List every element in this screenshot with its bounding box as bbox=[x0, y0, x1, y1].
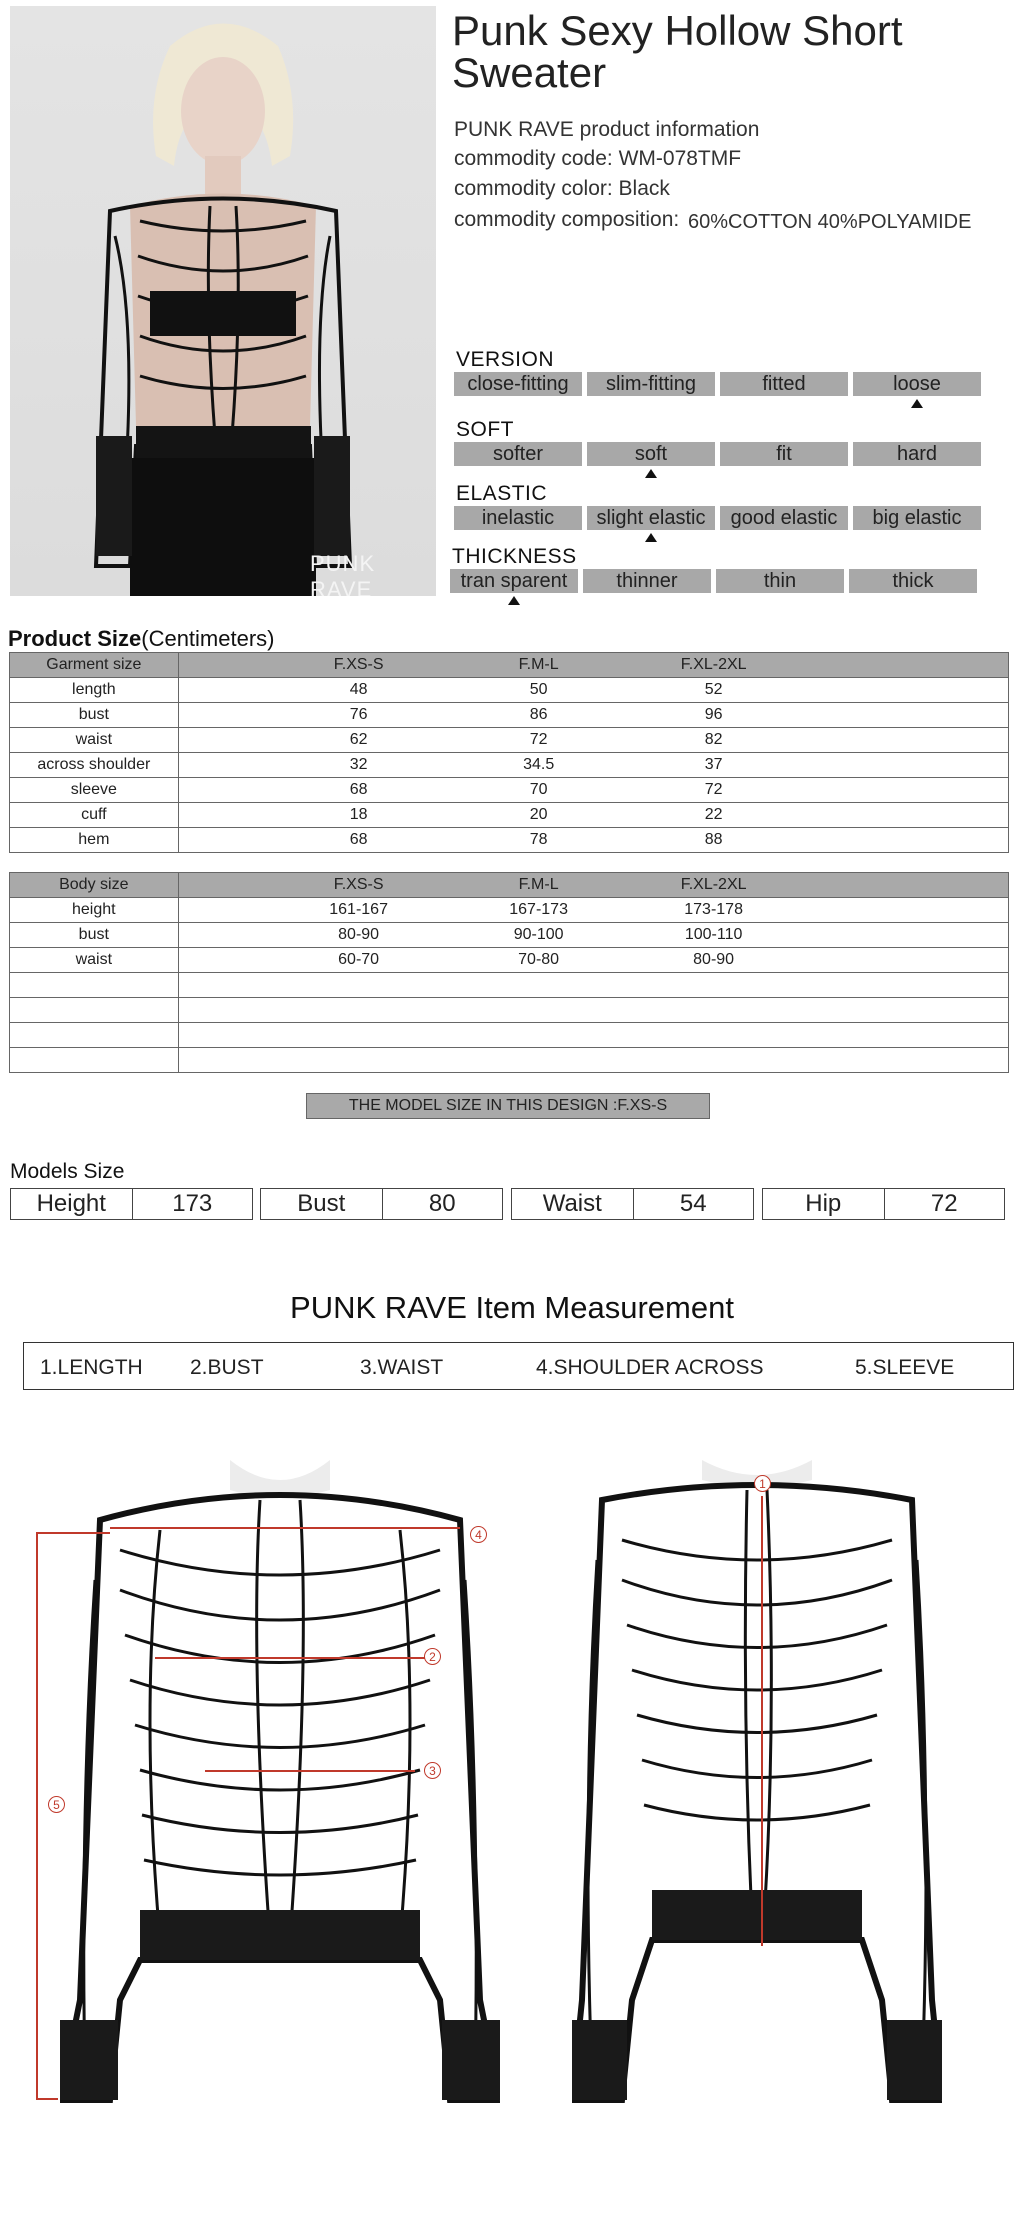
value-cell bbox=[178, 778, 1008, 803]
table-cell: 18 bbox=[349, 806, 368, 823]
scale-option: inelastic bbox=[454, 506, 582, 530]
table-row bbox=[10, 803, 1009, 828]
table-cell: 60-70 bbox=[338, 951, 380, 968]
table-row bbox=[10, 678, 1009, 703]
scale-label-version: VERSION bbox=[456, 348, 555, 371]
table-cell: 82 bbox=[704, 731, 723, 748]
row-label: Body size bbox=[10, 873, 179, 898]
sleeve-line-bottom bbox=[36, 2098, 58, 2100]
value-cell bbox=[178, 923, 1008, 948]
table-cell: 96 bbox=[704, 706, 723, 723]
marker-2: 2 bbox=[424, 1648, 441, 1665]
row-label bbox=[10, 973, 179, 998]
value-cell bbox=[178, 703, 1008, 728]
scale-option: loose bbox=[853, 372, 981, 396]
table-cell: F.XS-S bbox=[333, 656, 384, 673]
table-row bbox=[10, 1023, 1009, 1048]
table-cell: F.M-L bbox=[518, 656, 559, 673]
table-cell: 52 bbox=[704, 681, 723, 698]
selected-indicator-elastic bbox=[645, 533, 657, 542]
table-cell: 37 bbox=[704, 756, 723, 773]
composition-value: 60%COTTON 40%POLYAMIDE bbox=[688, 211, 972, 233]
scale-row-version bbox=[454, 372, 981, 396]
table-cell: 34.5 bbox=[523, 756, 555, 773]
value-cell bbox=[178, 948, 1008, 973]
product-size-unit: (Centimeters) bbox=[141, 626, 275, 651]
row-label: hem bbox=[10, 828, 179, 853]
model-size-waist bbox=[511, 1188, 754, 1220]
scale-option: fitted bbox=[720, 372, 848, 396]
measurement-item-bust: 2.BUST bbox=[190, 1356, 264, 1379]
model-size-value: 54 bbox=[679, 1190, 707, 1217]
model-size-label: Bust bbox=[261, 1189, 383, 1219]
measurement-item-length: 1.LENGTH bbox=[40, 1356, 143, 1379]
scale-option: thick bbox=[849, 569, 977, 593]
scale-option: thinner bbox=[583, 569, 711, 593]
product-title: Punk Sexy Hollow Short Sweater bbox=[452, 7, 903, 96]
table-cell: 48 bbox=[349, 681, 368, 698]
commodity-color-line bbox=[454, 177, 670, 201]
scale-label-elastic: ELASTIC bbox=[456, 482, 548, 505]
table-cell: 62 bbox=[349, 731, 368, 748]
front-garment-illustration bbox=[60, 1460, 500, 2110]
garment-size-table bbox=[9, 652, 1009, 853]
table-row bbox=[10, 753, 1009, 778]
table-cell: F.XL-2XL bbox=[680, 876, 747, 893]
color-label: commodity color: bbox=[454, 177, 619, 200]
model-size-note: THE MODEL SIZE IN THIS DESIGN :F.XS-S bbox=[306, 1093, 710, 1119]
table-cell: 22 bbox=[704, 806, 723, 823]
measurement-title: PUNK RAVE Item Measurement bbox=[290, 1290, 734, 1325]
commodity-composition-line bbox=[454, 208, 679, 232]
table-cell: 72 bbox=[704, 781, 723, 798]
table-row bbox=[10, 898, 1009, 923]
model-size-hip bbox=[762, 1188, 1005, 1220]
row-label: Garment size bbox=[10, 653, 179, 678]
row-label: waist bbox=[10, 948, 179, 973]
row-label: height bbox=[10, 898, 179, 923]
length-line bbox=[761, 1496, 763, 1946]
model-illustration bbox=[10, 6, 436, 596]
row-label: across shoulder bbox=[10, 753, 179, 778]
model-size-label: Waist bbox=[512, 1189, 634, 1219]
marker-1: 1 bbox=[754, 1475, 771, 1492]
color-value: Black bbox=[618, 177, 670, 200]
scale-option: close-fitting bbox=[454, 372, 582, 396]
scale-row-thickness bbox=[450, 569, 977, 593]
bust-line bbox=[155, 1657, 430, 1659]
scale-option: soft bbox=[587, 442, 715, 466]
selected-indicator-version bbox=[911, 399, 923, 408]
back-garment-illustration bbox=[572, 1460, 942, 2110]
table-cell: 80-90 bbox=[338, 926, 380, 943]
composition-label: commodity composition: bbox=[454, 208, 680, 231]
table-cell: 167-173 bbox=[509, 901, 568, 918]
scale-row-soft bbox=[454, 442, 981, 466]
table-cell: 32 bbox=[349, 756, 368, 773]
table-row bbox=[10, 828, 1009, 853]
model-photo bbox=[10, 6, 436, 596]
table-row bbox=[10, 703, 1009, 728]
table-cell: 76 bbox=[349, 706, 368, 723]
table-row bbox=[10, 998, 1009, 1023]
scale-label-soft: SOFT bbox=[456, 418, 514, 441]
value-cell bbox=[178, 1048, 1008, 1073]
table-cell: 78 bbox=[529, 831, 548, 848]
table-row bbox=[10, 778, 1009, 803]
marker-3: 3 bbox=[424, 1762, 441, 1779]
table-cell: 50 bbox=[529, 681, 548, 698]
waist-line bbox=[205, 1770, 415, 1772]
value-cell bbox=[178, 973, 1008, 998]
marker-5: 5 bbox=[48, 1796, 65, 1813]
scale-option: thin bbox=[716, 569, 844, 593]
scale-option: hard bbox=[853, 442, 981, 466]
table-cell: 80-90 bbox=[693, 951, 735, 968]
table-cell: 70-80 bbox=[518, 951, 560, 968]
table-row bbox=[10, 923, 1009, 948]
table-row bbox=[10, 1048, 1009, 1073]
table-header-row bbox=[10, 653, 1009, 678]
table-cell: F.XS-S bbox=[333, 876, 384, 893]
model-size-label: Height bbox=[11, 1189, 133, 1219]
table-row bbox=[10, 728, 1009, 753]
info-heading: PUNK RAVE product information bbox=[454, 118, 760, 141]
table-cell: 90-100 bbox=[513, 926, 564, 943]
model-size-bust bbox=[260, 1188, 503, 1220]
value-cell bbox=[178, 873, 1008, 898]
scale-label-thickness: THICKNESS bbox=[452, 545, 577, 568]
value-cell bbox=[178, 898, 1008, 923]
scale-option: softer bbox=[454, 442, 582, 466]
model-size-value: 80 bbox=[428, 1190, 456, 1217]
table-cell: 68 bbox=[349, 781, 368, 798]
table-cell: 173-178 bbox=[684, 901, 743, 918]
body-size-table bbox=[9, 872, 1009, 1073]
scale-option: slim-fitting bbox=[587, 372, 715, 396]
selected-indicator-thickness bbox=[508, 596, 520, 605]
table-cell: 88 bbox=[704, 831, 723, 848]
table-cell: 68 bbox=[349, 831, 368, 848]
sleeve-line bbox=[36, 1532, 38, 2100]
table-row bbox=[10, 973, 1009, 998]
code-label: commodity code: bbox=[454, 147, 619, 170]
row-label: bust bbox=[10, 923, 179, 948]
table-cell: 161-167 bbox=[329, 901, 388, 918]
row-label: length bbox=[10, 678, 179, 703]
row-label bbox=[10, 1023, 179, 1048]
table-header-row bbox=[10, 873, 1009, 898]
row-label: waist bbox=[10, 728, 179, 753]
measurement-item-waist: 3.WAIST bbox=[360, 1356, 444, 1379]
table-cell: 72 bbox=[529, 731, 548, 748]
model-size-height bbox=[10, 1188, 253, 1220]
commodity-code-line bbox=[454, 147, 741, 171]
product-size-heading bbox=[8, 626, 275, 652]
row-label bbox=[10, 998, 179, 1023]
model-size-value: 72 bbox=[930, 1190, 958, 1217]
table-row bbox=[10, 948, 1009, 973]
photo-watermark: PUNK RAVE bbox=[310, 551, 376, 596]
model-size-label: Hip bbox=[763, 1189, 885, 1219]
value-cell bbox=[178, 728, 1008, 753]
scale-row-elastic bbox=[454, 506, 981, 530]
row-label: cuff bbox=[10, 803, 179, 828]
sleeve-line-top bbox=[36, 1532, 110, 1534]
value-cell bbox=[178, 678, 1008, 703]
product-size-title: Product Size bbox=[8, 626, 142, 651]
table-cell: F.XL-2XL bbox=[680, 656, 747, 673]
value-cell bbox=[178, 828, 1008, 853]
table-cell: 20 bbox=[529, 806, 548, 823]
row-label bbox=[10, 1048, 179, 1073]
scale-option: tran sparent bbox=[450, 569, 578, 593]
row-label: sleeve bbox=[10, 778, 179, 803]
table-cell: 70 bbox=[529, 781, 548, 798]
selected-indicator-soft bbox=[645, 469, 657, 478]
table-cell: 86 bbox=[529, 706, 548, 723]
value-cell bbox=[178, 998, 1008, 1023]
value-cell bbox=[178, 653, 1008, 678]
measurement-item-sleeve: 5.SLEEVE bbox=[855, 1356, 955, 1379]
value-cell bbox=[178, 803, 1008, 828]
value-cell bbox=[178, 753, 1008, 778]
value-cell bbox=[178, 1023, 1008, 1048]
model-size-value: 173 bbox=[172, 1190, 213, 1217]
measurement-item-shoulder: 4.SHOULDER ACROSS bbox=[536, 1356, 764, 1379]
row-label: bust bbox=[10, 703, 179, 728]
marker-4: 4 bbox=[470, 1526, 487, 1543]
table-cell: F.M-L bbox=[518, 876, 559, 893]
models-size-heading: Models Size bbox=[10, 1160, 125, 1183]
scale-option: good elastic bbox=[720, 506, 848, 530]
scale-option: big elastic bbox=[853, 506, 981, 530]
code-value: WM-078TMF bbox=[618, 147, 742, 170]
shoulder-across-line bbox=[110, 1527, 460, 1529]
table-cell: 100-110 bbox=[684, 926, 743, 943]
scale-option: slight elastic bbox=[587, 506, 715, 530]
scale-option: fit bbox=[720, 442, 848, 466]
